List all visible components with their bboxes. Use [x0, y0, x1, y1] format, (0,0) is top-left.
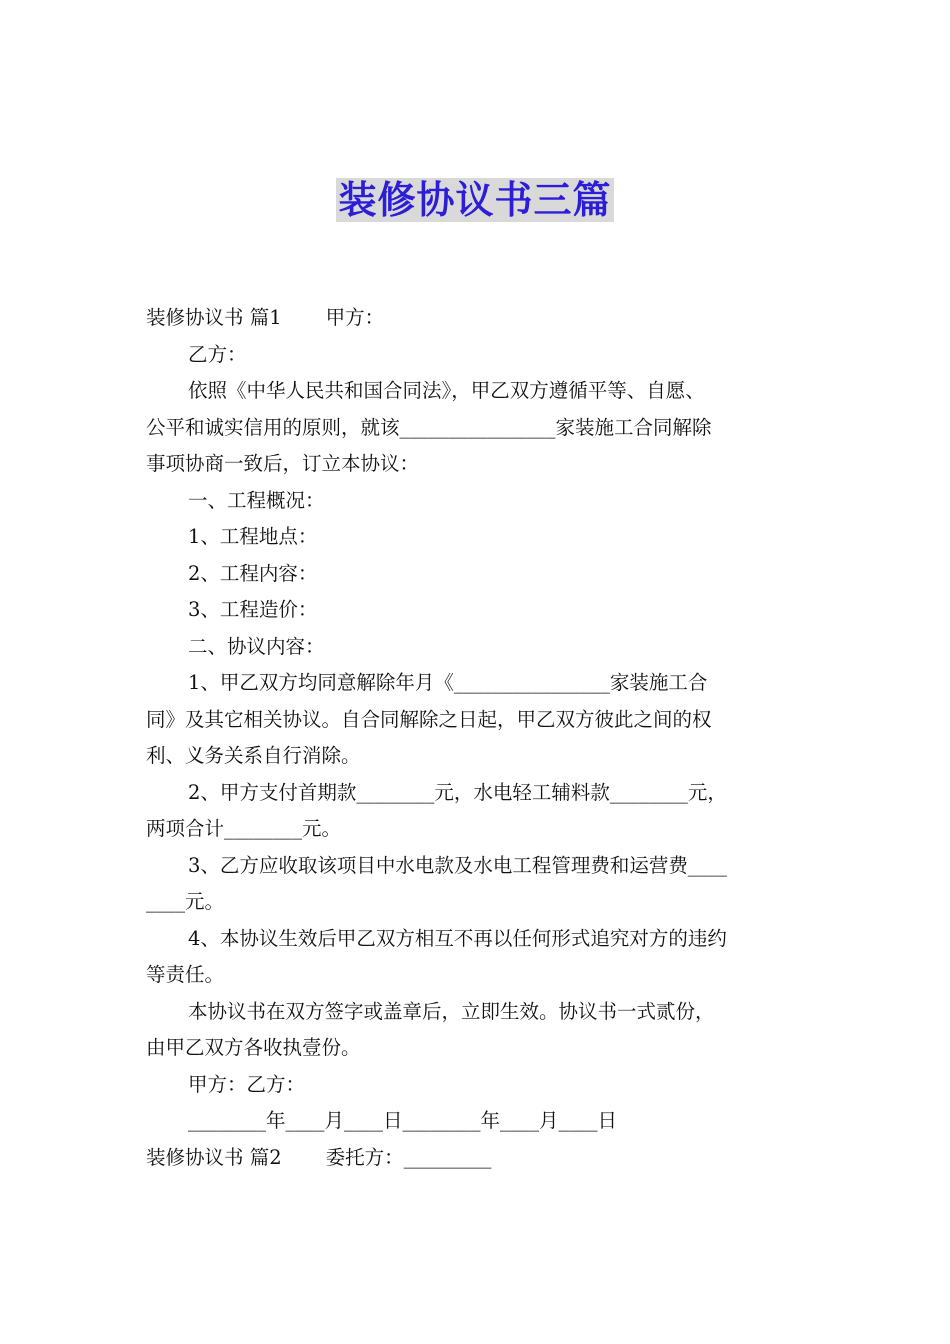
section-heading-1	[146, 300, 806, 337]
paragraph-line: 二、协议内容：	[188, 634, 325, 658]
paragraph-line: ____元。	[146, 890, 225, 913]
paragraph-line: 2、工程内容：	[188, 561, 318, 585]
paragraph-line: 两项合计________元。	[146, 817, 342, 840]
paragraph-line: 4、本协议生效后甲乙双方相互不再以任何形式追究对方的违约	[188, 926, 727, 950]
section-label: 装修协议书 篇1	[146, 306, 282, 329]
paragraph-line: 依照《中华人民共和国合同法》，甲乙双方遵循平等、自愿、	[188, 379, 705, 402]
paragraph-line: 1、工程地点：	[188, 525, 318, 548]
document-title	[0, 172, 950, 228]
section-heading-2	[146, 1140, 806, 1177]
paragraph-line: 本协议书在双方签字或盖章后，立即生效。协议书一式贰份，	[188, 999, 715, 1023]
paragraph-line: 3、乙方应收取该项目中水电款及水电工程管理费和运营费____	[188, 853, 727, 877]
paragraph-line: 2、甲方支付首期款________元，水电轻工辅料款________元，	[188, 780, 727, 804]
paragraph-line: 事项协商一致后，订立本协议：	[146, 452, 420, 475]
paragraph-line: 等责任。	[146, 963, 225, 986]
paragraph-line: 3、工程造价：	[188, 598, 318, 621]
client-label: 委托方：_________	[325, 1145, 492, 1169]
paragraph-line: 乙方：	[188, 342, 247, 366]
section-label: 装修协议书 篇2	[146, 1145, 282, 1169]
paragraph-line: 利、义务关系自行消除。	[146, 744, 361, 767]
document-body	[146, 300, 806, 1176]
title-text: 装修协议书三篇	[338, 178, 612, 222]
party-a-label: 甲方：	[325, 306, 385, 329]
signature-line: 甲方：乙方：	[188, 1072, 306, 1096]
paragraph-line: 公平和诚实信用的原则，就该________________家装施工合同解除	[146, 415, 712, 439]
date-line: ________年____月____日________年____月____日	[188, 1109, 617, 1132]
paragraph-line: 1、甲乙双方均同意解除年月《________________家装施工合	[188, 671, 708, 694]
paragraph-line: 一、工程概况：	[188, 488, 325, 512]
paragraph-line: 由甲乙双方各收执壹份。	[146, 1036, 361, 1059]
paragraph-line: 同》及其它相关协议。自合同解除之日起，甲乙双方彼此之间的权	[146, 707, 712, 731]
